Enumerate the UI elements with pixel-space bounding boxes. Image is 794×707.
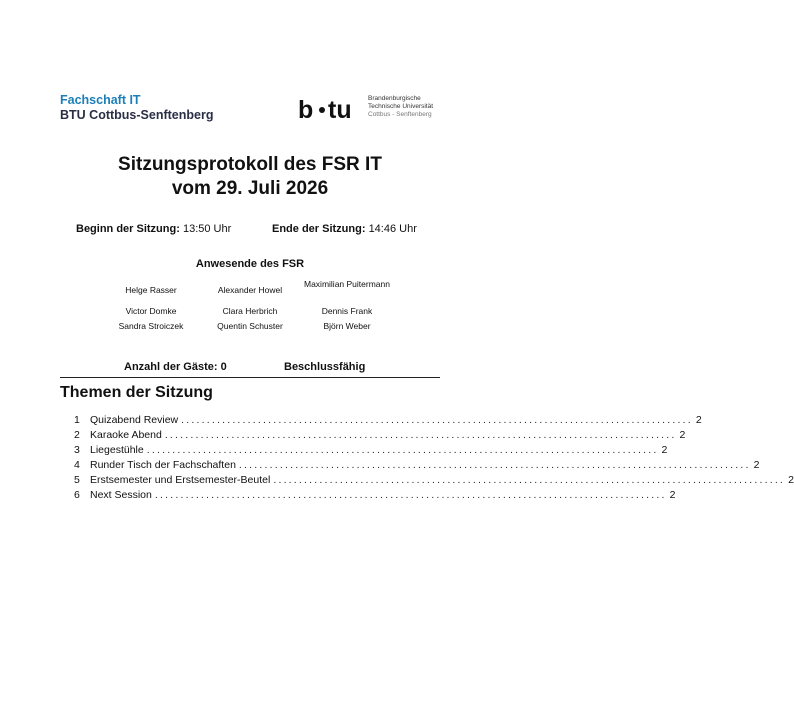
attendee-name: Helge Rasser <box>125 285 177 295</box>
toc-page: 2 <box>669 489 676 501</box>
attendee-name: Quentin Schuster <box>217 321 283 331</box>
university-line-3: Cottbus - Senftenberg <box>368 111 432 118</box>
toc-entry[interactable] <box>74 458 760 472</box>
toc-number: 4 <box>74 459 80 471</box>
toc-leader: .................................................................................................... <box>146 444 659 456</box>
toc-number: 3 <box>74 444 80 456</box>
begin-value: 13:50 Uhr <box>182 223 232 235</box>
attendees-heading: Anwesende des FSR <box>195 258 305 270</box>
organisation-name <box>60 93 213 123</box>
toc-label: Next Session <box>90 489 152 501</box>
attendee-name: Dennis Frank <box>321 306 373 316</box>
page-subtitle-date: vom 29. Juli 2026 <box>171 178 329 199</box>
toc-number: 5 <box>74 474 80 486</box>
toc-page: 2 <box>679 429 686 441</box>
toc-label: Karaoke Abend <box>90 429 162 441</box>
attendee-name: Alexander Howel <box>217 285 283 295</box>
attendee-name: Maximilian Puitermann <box>304 279 390 289</box>
toc-number: 6 <box>74 489 80 501</box>
page-title: Sitzungsprotokoll des FSR IT <box>118 154 382 175</box>
toc-leader: .................................................................................................... <box>164 429 677 441</box>
toc-number: 2 <box>74 429 80 441</box>
toc-number: 1 <box>74 414 80 426</box>
university-line-1: Brandenburgische <box>368 95 421 102</box>
toc-entry[interactable] <box>74 413 702 427</box>
divider <box>60 377 440 378</box>
toc-page: 2 <box>661 444 668 456</box>
attendee-name: Sandra Stroiczek <box>118 321 184 331</box>
end-value: 14:46 Uhr <box>368 223 417 235</box>
quorum-status: Beschlussfähig <box>284 361 366 373</box>
toc-label: Erstsemester und Erstsemester-Beutel <box>90 474 271 486</box>
university-line-2: Technische Universität <box>368 103 434 110</box>
session-begin <box>76 223 231 235</box>
toc-leader: .................................................................................................... <box>181 414 693 426</box>
section-heading: Themen der Sitzung <box>60 384 213 401</box>
svg-text:tu: tu <box>328 96 352 124</box>
toc-entry[interactable] <box>74 443 668 457</box>
session-end <box>272 223 417 235</box>
toc-label: Quizabend Review <box>90 414 179 426</box>
end-label: Ende der Sitzung: <box>272 223 366 235</box>
toc-page: 2 <box>695 414 702 426</box>
toc-page: 2 <box>753 459 760 471</box>
attendee-name: Clara Herbrich <box>222 306 278 316</box>
attendee-name: Björn Weber <box>323 321 371 331</box>
toc-leader: .................................................................................................... <box>273 474 786 486</box>
toc-entry[interactable] <box>74 473 794 487</box>
org-line-2: BTU Cottbus-Senftenberg <box>60 108 214 122</box>
begin-label: Beginn der Sitzung: <box>76 223 180 235</box>
toc-page: 2 <box>788 474 794 486</box>
svg-text:b: b <box>298 96 314 124</box>
toc-leader: .................................................................................................... <box>154 489 667 501</box>
attendee-name: Victor Domke <box>125 306 177 316</box>
toc-entry[interactable] <box>74 428 686 442</box>
toc-entry[interactable] <box>74 488 676 502</box>
toc-label: Runder Tisch der Fachschaften <box>90 459 236 471</box>
org-line-1: Fachschaft IT <box>60 93 141 107</box>
toc-leader: .................................................................................................... <box>238 459 751 471</box>
toc-label: Liegestühle <box>90 444 144 456</box>
guest-count: Anzahl der Gäste: 0 <box>124 361 227 373</box>
university-name <box>368 95 433 119</box>
